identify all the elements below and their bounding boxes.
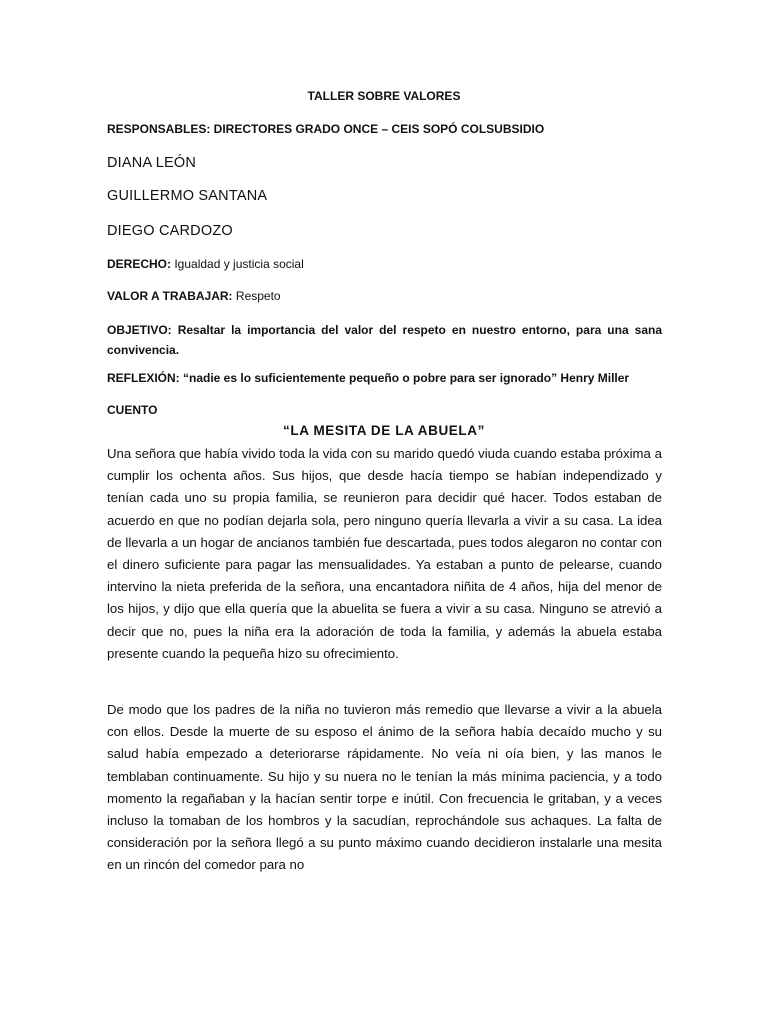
name-diego: DIEGO CARDOZO xyxy=(107,223,233,239)
reflexion-line xyxy=(107,371,662,385)
reflexion-label: REFLEXIÓN: xyxy=(107,371,180,385)
document-title: TALLER SOBRE VALORES xyxy=(307,89,461,103)
derecho-line xyxy=(107,257,662,271)
objetivo-paragraph xyxy=(107,320,662,360)
story-paragraph-1: Una señora que había vivido toda la vida con su marido quedó viuda cuando estaba próxima a cumplir los ochenta años. Sus hijos, que desde hacía tiempo se habían independizado y tenían cada uno su propia familia, se reunieron para decidir qué hacer. Todos estaban de acuerdo en que no podían dejarla sola, pero ninguno quería llevarla a vivir a su casa. La idea de llevarla a un hogar de ancianos también fue descartada, pues todos alegaron no contar con el dinero suficiente para pagar las mensualidades. Ya estaban a punto de pelearse, cuando intervino la nieta preferida de la señora, una encantadora niñita de 4 años, hija del menor de los hijos, y dijo que ella quería que la abuelita se fuera a vivir a su casa. Ninguno se atrevió a decir que no, pues la niña era la adoración de toda la familia, y además la abuela estaba presente cuando la pequeña hizo su ofrecimiento. xyxy=(107,446,662,661)
derecho-label: DERECHO: xyxy=(107,257,172,271)
objetivo-value: Resaltar la importancia del valor del respeto en nuestro entorno, para una sana convivencia. xyxy=(107,323,662,357)
responsables-line: RESPONSABLES: DIRECTORES GRADO ONCE – CEIS SOPÓ COLSUBSIDIO xyxy=(107,122,545,136)
reflexion-value: “nadie es lo suficientemente pequeño o pobre para ser ignorado” Henry Miller xyxy=(179,371,630,385)
derecho-value: Igualdad y justicia social xyxy=(171,257,304,271)
name-diana: DIANA LEÓN xyxy=(107,155,197,171)
cuento-heading: CUENTO xyxy=(107,403,158,417)
name-guillermo: GUILLERMO SANTANA xyxy=(107,188,268,204)
story-paragraph-2: De modo que los padres de la niña no tuvieron más remedio que llevarse a vivir a la abuela con ellos. Desde la muerte de su esposo el ánimo de la señora había decaído mucho y su salud había empezado a deteriorarse rápidamente. No veía ni oía bien, y las manos le temblaban continuamente. Su hijo y su nuera no le tenían la más mínima paciencia, y a todo momento la regañaban y la hacían sentir torpe e inútil. Con frecuencia le gritaban, y a veces incluso la tomaban de los hombros y la sacudían, reprochándole sus achaques. La falta de consideración por la señora llegó a su punto máximo cuando decidieron instalarle una mesita en un rincón del comedor para no xyxy=(107,702,662,873)
valor-line xyxy=(107,289,662,303)
objetivo-label: OBJETIVO: xyxy=(107,323,172,337)
valor-value: Respeto xyxy=(232,289,281,303)
story-title: “LA MESITA DE LA ABUELA” xyxy=(283,423,485,438)
valor-label: VALOR A TRABAJAR: xyxy=(107,289,233,303)
